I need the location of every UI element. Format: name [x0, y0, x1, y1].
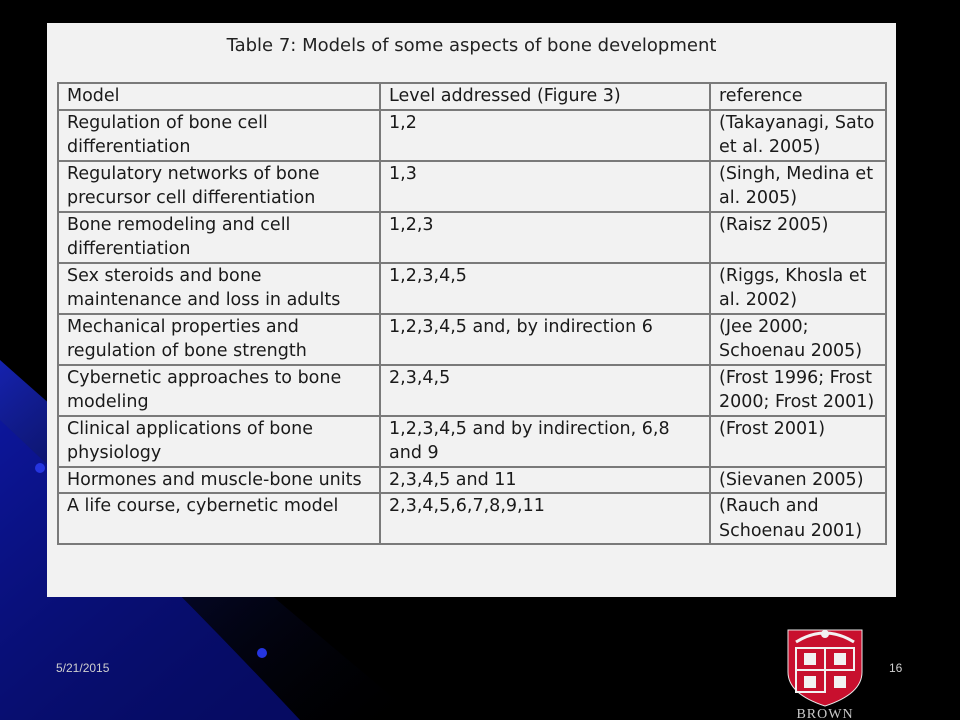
reference-cell: (Riggs, Khosla et al. 2002) — [710, 263, 886, 314]
level-cell: 2,3,4,5,6,7,8,9,11 — [380, 493, 710, 544]
reference-cell: (Raisz 2005) — [710, 212, 886, 263]
column-header-level: Level addressed (Figure 3) — [380, 83, 710, 110]
model-cell: Regulatory networks of bone precursor cell differentiation — [58, 161, 380, 212]
level-cell: 2,3,4,5 and 11 — [380, 467, 710, 494]
table-header-row — [58, 83, 886, 110]
slide-date: 5/21/2015 — [56, 661, 110, 675]
level-cell: 1,2,3,4,5 and by indirection, 6,8 and 9 — [380, 416, 710, 467]
model-cell: Sex steroids and bone maintenance and loss in adults — [58, 263, 380, 314]
level-cell: 1,3 — [380, 161, 710, 212]
reference-cell: (Frost 1996; Frost 2000; Frost 2001) — [710, 365, 886, 416]
slide-page-number: 16 — [889, 661, 903, 675]
table-row — [58, 416, 886, 467]
level-cell: 1,2,3,4,5 — [380, 263, 710, 314]
table-row — [58, 365, 886, 416]
model-cell: Cybernetic approaches to bone modeling — [58, 365, 380, 416]
table-row — [58, 467, 886, 494]
table-row — [58, 314, 886, 365]
brown-university-logo — [782, 620, 868, 720]
table-row — [58, 110, 886, 161]
reference-cell: (Rauch and Schoenau 2001) — [710, 493, 886, 544]
column-header-reference: reference — [710, 83, 886, 110]
reference-cell: (Singh, Medina et al. 2005) — [710, 161, 886, 212]
table-row — [58, 493, 886, 544]
model-cell: A life course, cybernetic model — [58, 493, 380, 544]
table-row — [58, 263, 886, 314]
column-header-model: Model — [58, 83, 380, 110]
table-row — [58, 161, 886, 212]
model-cell: Regulation of bone cell differentiation — [58, 110, 380, 161]
reference-cell: (Frost 2001) — [710, 416, 886, 467]
logo-wordmark: BROWN — [796, 707, 854, 720]
level-cell: 1,2,3,4,5 and, by indirection 6 — [380, 314, 710, 365]
reference-cell: (Takayanagi, Sato et al. 2005) — [710, 110, 886, 161]
table-image-panel — [47, 23, 896, 597]
level-cell: 2,3,4,5 — [380, 365, 710, 416]
model-cell: Clinical applications of bone physiology — [58, 416, 380, 467]
reference-cell: (Sievanen 2005) — [710, 467, 886, 494]
model-cell: Hormones and muscle-bone units — [58, 467, 380, 494]
table-title: Table 7: Models of some aspects of bone development — [226, 35, 717, 56]
model-cell: Bone remodeling and cell differentiation — [58, 212, 380, 263]
level-cell: 1,2 — [380, 110, 710, 161]
model-cell: Mechanical properties and regulation of bone strength — [58, 314, 380, 365]
reference-cell: (Jee 2000; Schoenau 2005) — [710, 314, 886, 365]
level-cell: 1,2,3 — [380, 212, 710, 263]
table-row — [58, 212, 886, 263]
bone-models-table — [57, 82, 887, 545]
